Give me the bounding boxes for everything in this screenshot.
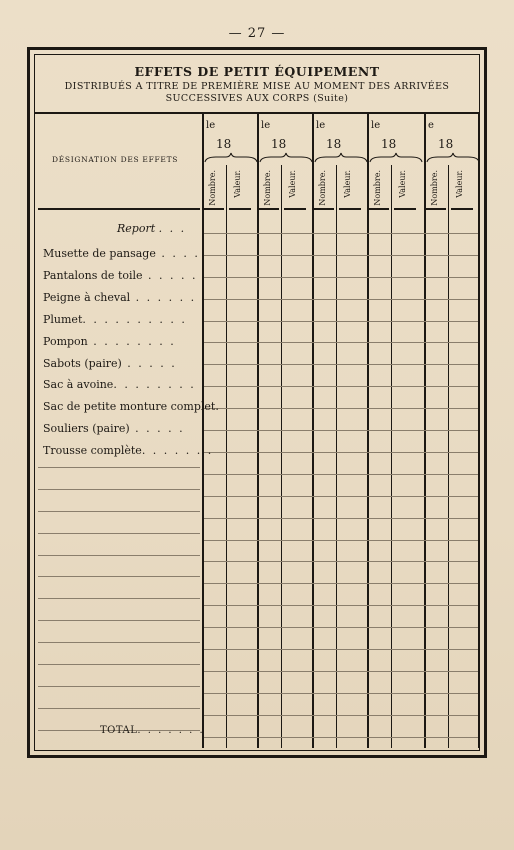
row-rule (38, 664, 200, 665)
item-leader: . . . . (155, 247, 200, 260)
date-prefix: e (428, 120, 434, 131)
header-rule (38, 208, 200, 210)
brace-mark (314, 152, 368, 164)
item-leader: . . . . . . (130, 291, 197, 304)
designation-header: DÉSIGNATION DES EFFETS (52, 155, 179, 164)
column-divider (281, 165, 282, 748)
date-prefix: le (206, 120, 216, 131)
item-leader: . . . . . (142, 269, 198, 282)
item-label: Pantalons de toile (43, 269, 143, 282)
header-rule-segment (229, 208, 251, 210)
row-rule (38, 620, 200, 621)
item-label: Sabots (paire) (43, 357, 122, 370)
date-year: 18 (216, 137, 232, 151)
item-leader: . . . . . . . . . . (82, 313, 187, 326)
column-divider (448, 165, 449, 748)
item-row (43, 422, 185, 435)
date-year: 18 (438, 137, 454, 151)
col-nombre-label: Nombre. (430, 170, 439, 206)
item-row (43, 313, 187, 326)
date-prefix: le (371, 120, 381, 131)
row-rule (204, 299, 478, 300)
item-row (43, 357, 177, 370)
item-label: Sac de petite monture complet. (43, 400, 219, 413)
header-rule-segment (426, 208, 446, 210)
item-label: Peigne à cheval (43, 291, 131, 304)
col-nombre-label: Nombre. (263, 170, 272, 206)
header-rule-segment (259, 208, 279, 210)
col-valeur-label: Valeur. (233, 170, 242, 198)
group-divider (478, 114, 479, 748)
item-row (43, 444, 213, 457)
item-leader: . . . . . . . . (113, 378, 196, 391)
header-rule-segment (369, 208, 389, 210)
column-divider (226, 165, 227, 748)
page-number: — 27 — (228, 26, 286, 41)
col-nombre-label: Nombre. (208, 170, 217, 206)
header-rule-segment (451, 208, 473, 210)
date-prefix: le (261, 120, 271, 131)
item-label: Trousse complète (43, 444, 142, 457)
row-rule (204, 649, 478, 650)
item-row (43, 291, 196, 304)
table-title: EFFETS DE PETIT ÉQUIPEMENT (134, 64, 380, 79)
row-rule (204, 671, 478, 672)
row-rule (38, 467, 200, 468)
item-leader: . . . . . (129, 422, 185, 435)
row-rule (204, 518, 478, 519)
row-rule (204, 496, 478, 497)
row-rule (204, 321, 478, 322)
item-row (43, 400, 219, 413)
item-label: Musette de pansage (43, 247, 156, 260)
item-label: Pompon (43, 335, 88, 348)
row-rule (204, 342, 478, 343)
date-year: 18 (381, 137, 397, 151)
item-label: Sac à avoine (43, 378, 114, 391)
row-rule (204, 452, 478, 453)
col-nombre-label: Nombre. (318, 170, 327, 206)
item-row (43, 335, 176, 348)
row-rule (38, 686, 200, 687)
row-rule (204, 693, 478, 694)
row-rule (204, 233, 478, 234)
brace-mark (426, 152, 480, 164)
brace-mark (259, 152, 313, 164)
row-rule (38, 598, 200, 599)
col-valeur-label: Valeur. (398, 170, 407, 198)
table-subtitle-line1: DISTRIBUÉS A TITRE DE PREMIÈRE MISE AU MOMENT DES ARRIVÉES (64, 81, 450, 92)
row-rule (204, 430, 478, 431)
item-leader: . . . . . . . (141, 444, 214, 457)
row-rule (38, 708, 200, 709)
header-rule-segment (314, 208, 334, 210)
date-prefix: le (316, 120, 326, 131)
row-rule (38, 511, 200, 512)
table-subtitle-line2: SUCCESSIVES AUX CORPS (Suite) (165, 93, 349, 104)
row-rule (204, 408, 478, 409)
date-year: 18 (326, 137, 342, 151)
column-divider (391, 165, 392, 748)
col-valeur-label: Valeur. (288, 170, 297, 198)
row-rule (204, 364, 478, 365)
item-row (43, 378, 196, 391)
row-rule (38, 555, 200, 556)
item-label: Plumet (43, 313, 83, 326)
col-valeur-label: Valeur. (455, 170, 464, 198)
row-rule (204, 277, 478, 278)
row-rule (38, 533, 200, 534)
row-rule (204, 255, 478, 256)
report-label: Report . . . (117, 222, 187, 235)
header-rule-segment (339, 208, 361, 210)
row-rule (38, 576, 200, 577)
row-rule (204, 474, 478, 475)
row-rule (204, 386, 478, 387)
row-rule (204, 605, 478, 606)
item-leader: . . . . . . . . (87, 335, 176, 348)
col-nombre-label: Nombre. (373, 170, 382, 206)
col-valeur-label: Valeur. (343, 170, 352, 198)
header-rule-segment (394, 208, 416, 210)
item-leader: . . . . . (121, 357, 177, 370)
header-rule-segment (204, 208, 224, 210)
total-label: TOTAL. . . . . . . (100, 725, 205, 736)
date-year: 18 (271, 137, 287, 151)
brace-mark (204, 152, 258, 164)
row-rule (204, 561, 478, 562)
row-rule (204, 540, 478, 541)
row-rule (204, 737, 478, 738)
row-rule (204, 583, 478, 584)
item-row (43, 247, 200, 260)
row-rule (38, 489, 200, 490)
header-rule-segment (284, 208, 306, 210)
item-row (43, 269, 198, 282)
brace-mark (369, 152, 423, 164)
column-divider (336, 165, 337, 748)
item-label: Souliers (paire) (43, 422, 130, 435)
row-rule (38, 642, 200, 643)
row-rule (204, 715, 478, 716)
row-rule (204, 627, 478, 628)
